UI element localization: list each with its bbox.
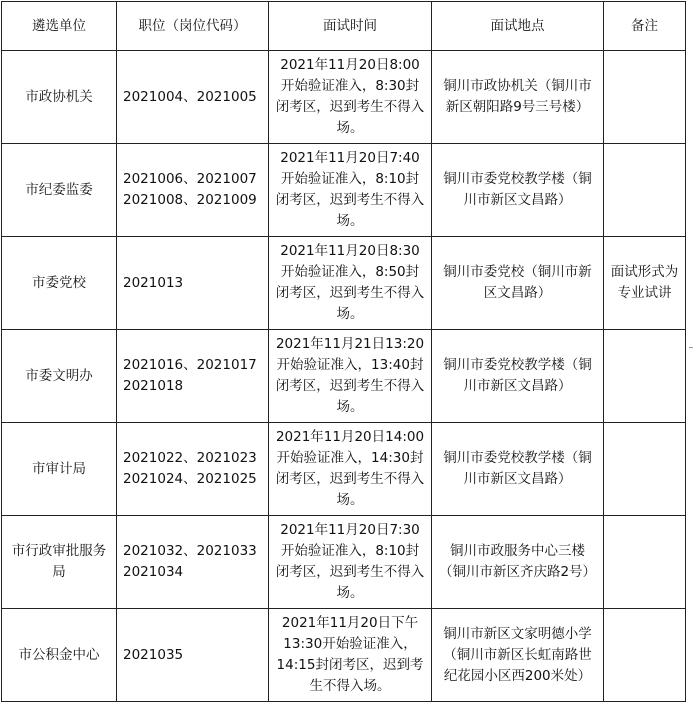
header-post: 职位（岗位代码）	[117, 2, 269, 51]
post-line: 2021013	[123, 274, 184, 291]
table-row	[2, 330, 686, 423]
time-cell: 2021年11月20日7:40开始验证准入，8:10封闭考区，迟到考生不得入场。	[269, 144, 432, 237]
unit-cell: 市委文明办	[2, 330, 117, 423]
header-row	[2, 2, 686, 51]
time-cell: 2021年11月21日13:20开始验证准入，13:40封闭考区，迟到考生不得入场。	[269, 330, 432, 423]
table-row	[2, 516, 686, 609]
place-cell: 铜川市政协机关（铜川市新区朝阳路9号三号楼）	[432, 51, 604, 144]
note-cell: 面试形式为专业试讲	[604, 237, 686, 330]
post-line: 2021004、2021005	[123, 88, 257, 105]
post-line: 2021018	[123, 378, 184, 394]
post-line: 2021008、2021009	[123, 192, 257, 208]
table-row	[2, 237, 686, 330]
place-cell: 铜川市委党校（铜川市新区文昌路）	[432, 237, 604, 330]
interview-schedule-table	[1, 1, 686, 702]
unit-cell: 市行政审批服务局	[2, 516, 117, 609]
time-cell: 2021年11月20日8:30开始验证准入，8:50封闭考区，迟到考生不得入场。	[269, 237, 432, 330]
place-cell: 铜川市委党校教学楼（铜川市新区文昌路）	[432, 330, 604, 423]
post-line: 2021022、2021023	[123, 450, 257, 466]
header-place: 面试地点	[432, 2, 604, 51]
post-cell	[117, 609, 269, 702]
post-line: 2021024、2021025	[123, 471, 257, 487]
table-row	[2, 144, 686, 237]
post-cell	[117, 330, 269, 423]
note-cell	[604, 330, 686, 423]
note-cell	[604, 144, 686, 237]
place-cell: 铜川市委党校教学楼（铜川市新区文昌路）	[432, 423, 604, 516]
post-cell	[117, 516, 269, 609]
table-row	[2, 423, 686, 516]
note-cell	[604, 609, 686, 702]
place-cell: 铜川市委党校教学楼（铜川市新区文昌路）	[432, 144, 604, 237]
post-cell	[117, 237, 269, 330]
post-line: 2021035	[123, 646, 184, 663]
time-cell: 2021年11月20日7:30开始验证准入，8:10封闭考区，迟到考生不得入场。	[269, 516, 432, 609]
place-cell: 铜川市政服务中心三楼（铜川市新区齐庆路2号）	[432, 516, 604, 609]
unit-cell: 市政协机关	[2, 51, 117, 144]
unit-cell: 市委党校	[2, 237, 117, 330]
time-cell: 2021年11月20日下午13:30开始验证准入，14:15封闭考区，迟到考生不得入场。	[269, 609, 432, 702]
header-unit: 遴选单位	[2, 2, 117, 51]
post-line: 2021034	[123, 564, 184, 580]
unit-cell: 市审计局	[2, 423, 117, 516]
time-cell: 2021年11月20日14:00开始验证准入，14:30封闭考区，迟到考生不得入场。	[269, 423, 432, 516]
post-cell	[117, 144, 269, 237]
table-row	[2, 51, 686, 144]
unit-cell: 市公积金中心	[2, 609, 117, 702]
post-line: 2021006、2021007	[123, 171, 257, 187]
post-line: 2021032、2021033	[123, 543, 257, 559]
post-cell	[117, 423, 269, 516]
note-cell	[604, 423, 686, 516]
place-cell: 铜川市新区文家明德小学（铜川市新区长虹南路世纪花园小区西200米处）	[432, 609, 604, 702]
time-cell: 2021年11月20日8:00开始验证准入，8:30封闭考区，迟到考生不得入场。	[269, 51, 432, 144]
note-cell	[604, 51, 686, 144]
post-line: 2021016、2021017	[123, 357, 257, 373]
header-time: 面试时间	[269, 2, 432, 51]
note-cell	[604, 516, 686, 609]
post-cell	[117, 51, 269, 144]
unit-cell: 市纪委监委	[2, 144, 117, 237]
header-note: 备注	[604, 2, 686, 51]
edge-tick-mark	[689, 347, 693, 348]
table-row	[2, 609, 686, 702]
